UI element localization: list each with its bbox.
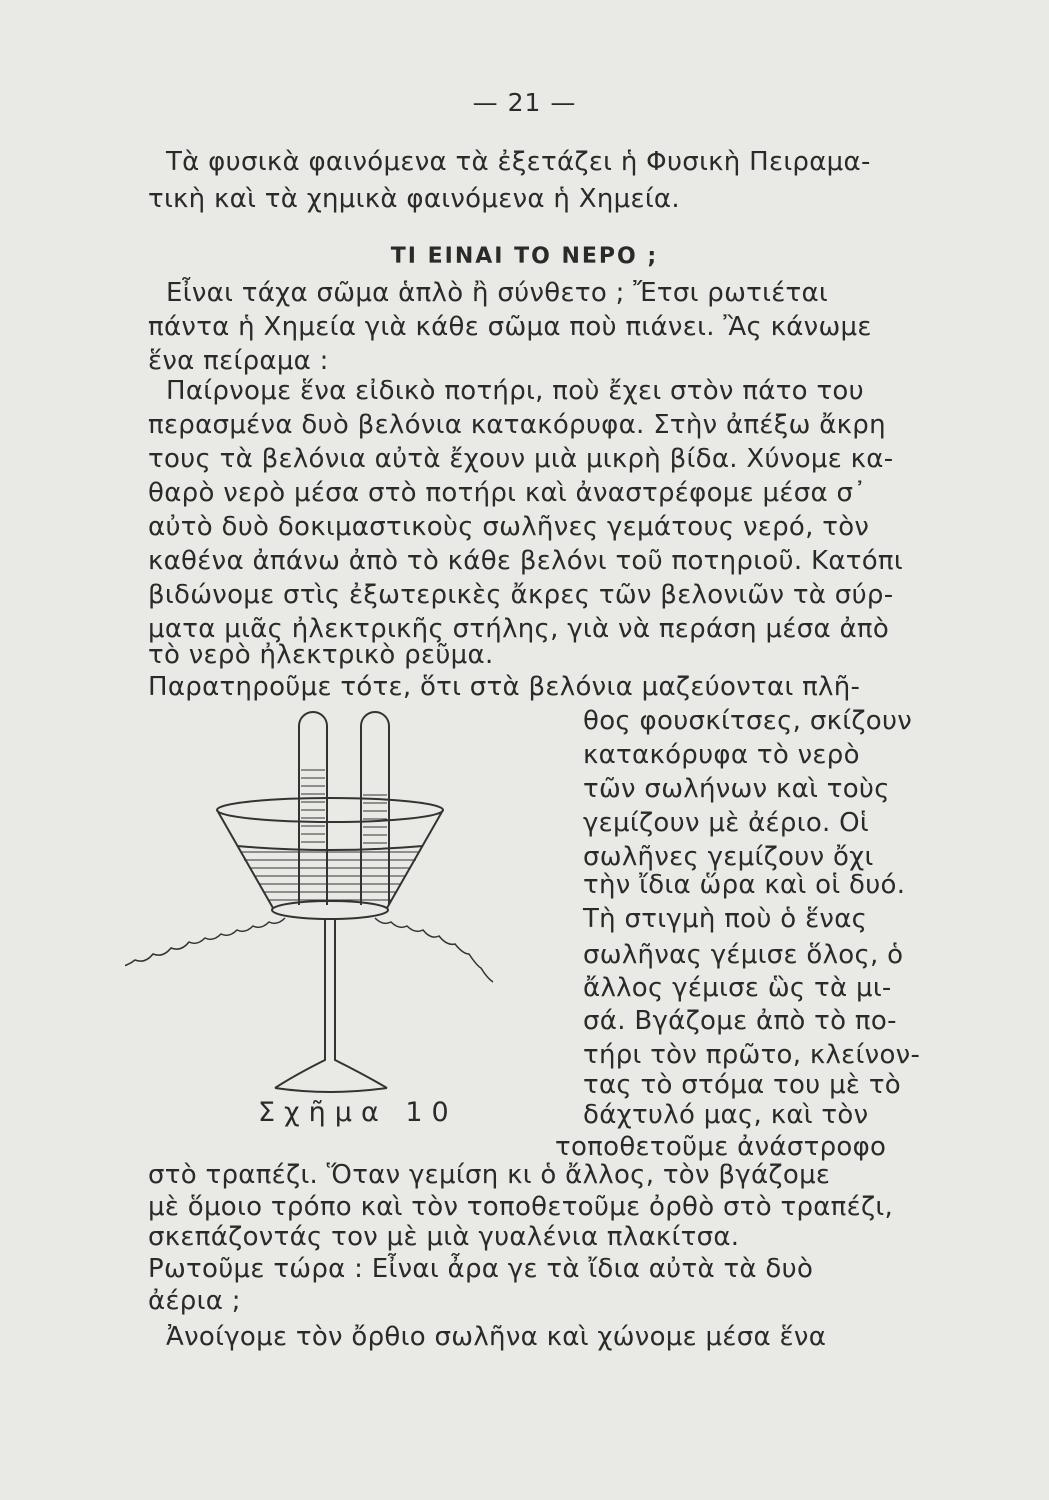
text-line: τῶν σωλήνων καὶ τοὺς bbox=[583, 774, 890, 804]
text-line: σωλῆνες γεμίζουν ὄχι bbox=[583, 842, 874, 872]
text-line: ματα μιᾶς ἠλεκτρικῆς στήλης, γιὰ νὰ περάση μέσα ἀπὸ bbox=[148, 614, 890, 644]
text-line: τὸ νερὸ ἠλεκτρικὸ ρεῦμα. bbox=[148, 640, 494, 670]
text-line: τους τὰ βελόνια αὐτὰ ἔχουν μιὰ μικρὴ βίδα. Χύνομε κα- bbox=[148, 444, 894, 474]
text-line: τοποθετοῦμε ἀνάστροφο bbox=[555, 1132, 887, 1162]
text-line: θαρὸ νερὸ μέσα στὸ ποτήρι καὶ ἀναστρέφομε μέσα σ᾽ bbox=[148, 478, 867, 508]
text-line: Παίρνομε ἕνα εἰδικὸ ποτήρι, ποὺ ἔχει στὸν πάτο του bbox=[166, 376, 864, 406]
text-line: Ρωτοῦμε τώρα : Εἶναι ἆρα γε τὰ ἴδια αὐτὰ τὰ δυὸ bbox=[148, 1254, 814, 1284]
text-line: κατακόρυφα τὸ νερὸ bbox=[583, 740, 860, 770]
glass-bottom bbox=[272, 901, 388, 919]
glass-base bbox=[275, 1088, 387, 1092]
text-line: πάντα ἡ Χημεία γιὰ κάθε σῶμα ποὺ πιάνει. Ἂς κάνωμε bbox=[148, 312, 872, 342]
text-line: θος φουσκίτσες, σκίζουν bbox=[583, 706, 913, 736]
text-line: καθένα ἀπάνω ἀπὸ τὸ κάθε βελόνι τοῦ ποτηριοῦ. Κατόπι bbox=[148, 546, 903, 576]
glass-rim bbox=[217, 798, 443, 822]
text-line: βιδώνομε στὶς ἐξωτερικὲς ἄκρες τῶν βελονιῶν τὰ σύρ- bbox=[148, 580, 894, 610]
text-line: τας τὸ στόμα του μὲ τὸ bbox=[583, 1070, 902, 1100]
text-line: μὲ ὅμοιο τρόπο καὶ τὸν τοποθετοῦμε ὀρθὸ στὸ τραπέζι, bbox=[148, 1192, 894, 1222]
text-line: σκεπάζοντάς τον μὲ μιὰ γυαλένια πλακίτσα. bbox=[148, 1222, 740, 1252]
text-line: ἀέρια ; bbox=[148, 1286, 241, 1316]
electrolysis-figure bbox=[125, 700, 565, 1100]
text-line: Τὴ στιγμὴ ποὺ ὁ ἕνας bbox=[583, 904, 868, 934]
text-line: Παρατηροῦμε τότε, ὅτι στὰ βελόνια μαζεύονται πλῆ- bbox=[148, 672, 861, 702]
text-line: ἕνα πείραμα : bbox=[148, 346, 329, 376]
wire-left bbox=[125, 918, 285, 966]
figure-caption: Σχῆμα 10 bbox=[258, 1097, 458, 1128]
text-line: στὸ τραπέζι. Ὅταν γεμίση κι ὁ ἄλλος, τὸν βγάζομε bbox=[148, 1160, 831, 1190]
water-surface bbox=[237, 846, 423, 850]
text-line: αὐτὸ δυὸ δοκιμαστικοὺς σωλῆνες γεμάτους νερό, τὸν bbox=[148, 512, 870, 542]
section-heading: ΤΙ ΕΙΝΑΙ ΤΟ ΝΕΡΟ ; bbox=[390, 244, 659, 269]
text-line: σά. Βγάζομε ἀπὸ τὸ πο- bbox=[583, 1006, 897, 1036]
glass-wall-right bbox=[387, 810, 443, 908]
text-line: Ἀνοίγομε τὸν ὄρθιο σωλῆνα καὶ χώνομε μέσα ἕνα bbox=[166, 1322, 827, 1352]
text-line: Εἶναι τάχα σῶμα ἁπλὸ ἢ σύνθετο ; Ἔτσι ρωτιέται bbox=[166, 278, 829, 308]
wire-right bbox=[375, 918, 493, 982]
text-line: δάχτυλό μας, καὶ τὸν bbox=[583, 1100, 869, 1130]
text-line: γεμίζουν μὲ ἀέριο. Οἱ bbox=[583, 808, 870, 838]
text-line: Τὰ φυσικὰ φαινόμενα τὰ ἐξετάζει ἡ Φυσικὴ Πειραμα- bbox=[166, 147, 871, 177]
glass-wall-left bbox=[217, 810, 273, 908]
glass-stem-right bbox=[335, 918, 387, 1088]
page-number: — 21 — bbox=[472, 88, 577, 117]
tube-hatching bbox=[301, 770, 387, 843]
text-line: τικὴ καὶ τὰ χημικὰ φαινόμενα ἡ Χημεία. bbox=[148, 184, 680, 214]
text-line: περασμένα δυὸ βελόνια κατακόρυφα. Στὴν ἀπέξω ἄκρη bbox=[148, 410, 886, 440]
text-line: σωλῆνας γέμισε ὅλος, ὁ bbox=[583, 940, 904, 970]
text-line: τὴν ἴδια ὥρα καὶ οἱ δυό. bbox=[583, 870, 906, 900]
glass-stem bbox=[275, 918, 325, 1088]
text-line: ἄλλος γέμισε ὣς τὰ μι- bbox=[583, 973, 892, 1003]
text-line: τήρι τὸν πρῶτο, κλείνον- bbox=[583, 1040, 921, 1070]
water-hatching bbox=[240, 852, 420, 900]
